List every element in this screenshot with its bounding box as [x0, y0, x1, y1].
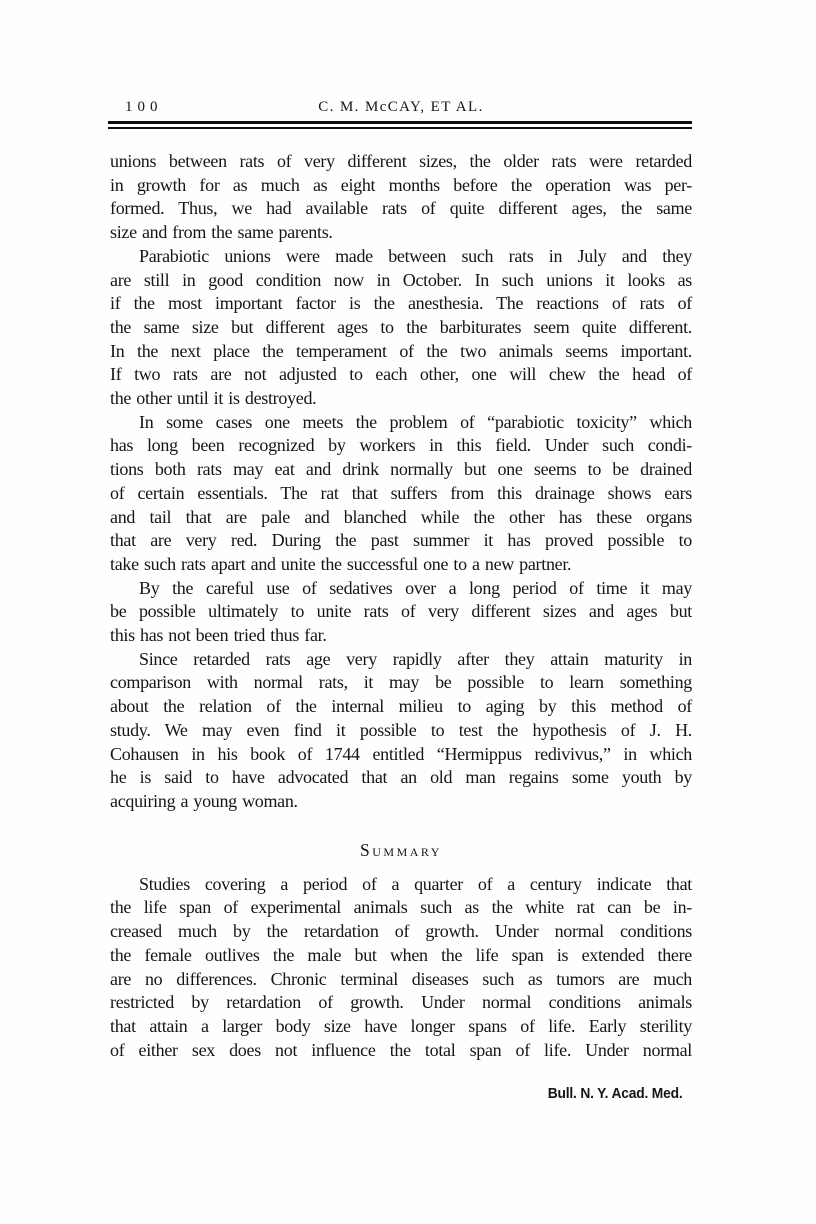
text-line: if the most important factor is the anesthesia. The reactions of rats of [110, 293, 692, 314]
paragraph-parabiotic-toxicity [110, 411, 692, 577]
text-line: of certain essentials. The rat that suffers from this drainage shows ears [110, 482, 692, 503]
text-line: formed. Thus, we had available rats of quite different ages, the same [110, 198, 692, 219]
paragraph-parabiotic-unions [110, 245, 692, 411]
text-line: Since retarded rats age very rapidly after they attain maturity in [139, 648, 692, 669]
paragraph-retarded-rats-aging [110, 648, 692, 814]
text-line: the same size but different ages to the barbiturates seem quite different. [110, 316, 692, 337]
paragraph-summary [110, 873, 692, 1063]
text-line: that are very red. During the past summer it has proved possible to [110, 530, 692, 551]
text-line: he is said to have advocated that an old man regains some youth by [110, 767, 692, 788]
text-line: In some cases one meets the problem of “parabiotic toxicity” which [139, 411, 692, 432]
text-line: this has not been tried thus far. [110, 625, 327, 646]
body-text [110, 150, 692, 1062]
text-line: are no differences. Chronic terminal diseases such as tumors are much [110, 968, 692, 989]
text-line: take such rats apart and unite the successful one to a new partner. [110, 553, 572, 574]
summary-heading: Summary [360, 839, 442, 860]
text-line: in growth for as much as eight months before the operation was per- [110, 174, 692, 195]
running-header [110, 99, 692, 117]
text-line: Studies covering a period of a quarter of a century indicate that [139, 873, 692, 894]
paragraph-continuation [110, 150, 692, 245]
text-line: tions both rats may eat and drink normally but one seems to be drained [110, 459, 692, 480]
text-line: If two rats are not adjusted to each other, one will chew the head of [110, 364, 692, 385]
text-line: By the careful use of sedatives over a long period of time it may [139, 577, 692, 598]
text-line: study. We may even find it possible to test the hypothesis of J. H. [110, 719, 692, 740]
text-line: Parabiotic unions were made between such rats in July and they [139, 245, 692, 266]
text-line: comparison with normal rats, it may be possible to learn something [110, 672, 692, 693]
text-line: restricted by retardation of growth. Under normal conditions animals [110, 992, 692, 1013]
running-title: C. M. McCAY, ET AL. [318, 99, 484, 115]
page-number: 100 [125, 99, 163, 115]
text-line: acquiring a young woman. [110, 790, 298, 811]
text-line: unions between rats of very different sizes, the older rats were retarded [110, 151, 692, 171]
text-line: In the next place the temperament of the two animals seems important. [110, 340, 692, 361]
header-rule [108, 121, 692, 129]
text-line: about the relation of the internal milieu to aging by this method of [110, 696, 692, 717]
text-line: are still in good condition now in October. In such unions it looks as [110, 269, 692, 290]
paragraph-sedatives [110, 577, 692, 648]
text-line: the female outlives the male but when the life span is extended there [110, 944, 692, 965]
text-line: Cohausen in his book of 1744 entitled “Hermippus redivivus,” in which [110, 743, 692, 764]
text-line: and tail that are pale and blanched while the other has these organs [110, 506, 692, 527]
journal-footer: Bull. N. Y. Acad. Med. [547, 1085, 682, 1102]
text-line: the life span of experimental animals such as the white rat can be in- [110, 897, 692, 918]
text-line: be possible ultimately to unite rats of very different sizes and ages but [110, 601, 692, 622]
text-line: has long been recognized by workers in this field. Under such condi- [110, 435, 692, 456]
text-line: the other until it is destroyed. [110, 388, 317, 409]
text-line: of either sex does not influence the total span of life. Under normal [110, 1039, 692, 1060]
text-line: size and from the same parents. [110, 222, 333, 243]
text-line: creased much by the retardation of growth. Under normal conditions [110, 921, 692, 942]
text-line: that attain a larger body size have longer spans of life. Early sterility [110, 1015, 692, 1036]
